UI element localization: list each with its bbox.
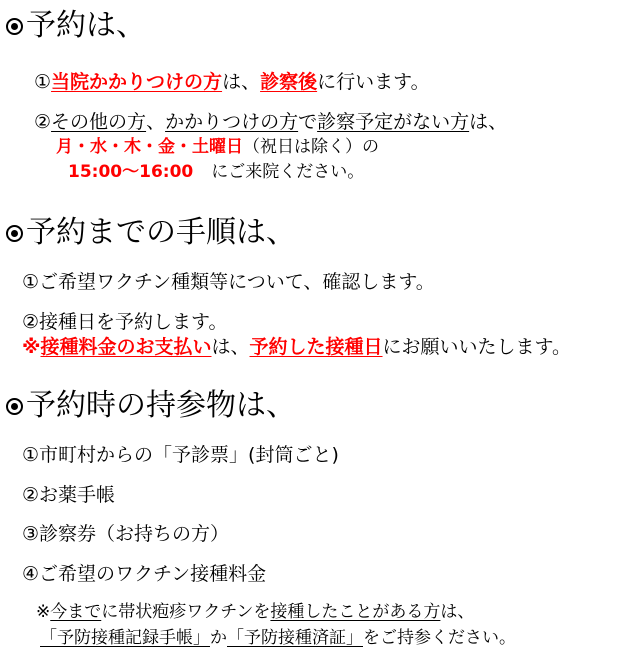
reservation-item-2	[34, 110, 507, 134]
emphasis-days: 月・水・木・金・土曜日	[56, 137, 243, 157]
reservation-item-1	[34, 70, 430, 94]
heading-text: 予約は、	[26, 8, 146, 43]
text: （祝日は除く）の	[243, 137, 379, 157]
section-heading-procedure	[6, 215, 296, 251]
circle-bullet-icon	[6, 398, 23, 415]
text: にお願いいたします。	[382, 336, 572, 358]
procedure-item-1: ①ご希望ワクチン種類等について、確認します。	[22, 271, 435, 293]
underlined-text: 接種したことがある方	[270, 602, 441, 622]
item-number: ②	[34, 111, 52, 133]
text: は、	[469, 111, 508, 133]
text: にご来院ください。	[211, 162, 365, 182]
text: は、	[222, 71, 261, 93]
reservation-time-line	[68, 160, 364, 184]
text: をご持参ください。	[363, 628, 516, 648]
underlined-text: 「予防接種記録手帳」	[40, 628, 210, 648]
emphasis-after-exam: 診察後	[260, 71, 318, 93]
underlined-text: 「予防接種済証」	[227, 628, 363, 648]
bring-item-1: ①市町村からの「予診票」(封筒ごと)	[22, 444, 339, 466]
procedure-note	[22, 335, 571, 359]
underlined-text: 今まで	[50, 602, 102, 622]
section-heading-reservation	[6, 8, 146, 44]
note-mark: ※	[22, 336, 41, 358]
text: か	[210, 628, 227, 648]
bring-note-line-1	[36, 600, 474, 624]
circle-bullet-icon	[6, 225, 23, 242]
text: 、	[146, 111, 166, 133]
underlined-text: かかりつけの方	[165, 111, 299, 133]
item-number: ①	[34, 71, 52, 93]
emphasis-regular-patient: 当院かかりつけの方	[51, 71, 223, 93]
text: は、	[440, 602, 475, 622]
text: で	[298, 111, 318, 133]
emphasis-reserved-date: 予約した接種日	[249, 336, 383, 358]
bring-item-2: ②お薬手帳	[22, 484, 116, 506]
section-heading-items-to-bring	[6, 388, 296, 424]
bring-item-3: ③診察券（お持ちの方）	[22, 523, 230, 545]
heading-text: 予約時の持参物は、	[26, 388, 296, 423]
note-mark: ※	[36, 602, 51, 622]
text: は、	[211, 336, 250, 358]
procedure-item-2: ②接種日を予約します。	[22, 311, 228, 333]
bring-note-line-2	[40, 626, 516, 650]
bring-item-4: ④ご希望のワクチン接種料金	[22, 563, 267, 585]
circle-bullet-icon	[6, 18, 23, 35]
emphasis-payment: 接種料金のお支払い	[40, 336, 212, 358]
underlined-text: 診察予定がない方	[317, 111, 470, 133]
text: に行います。	[317, 71, 430, 93]
heading-text: 予約までの手順は、	[26, 215, 296, 250]
underlined-text: その他の方	[51, 111, 147, 133]
emphasis-time: 15:00～16:00	[68, 162, 194, 182]
reservation-days-line	[56, 135, 379, 159]
text: に帯状疱疹ワクチンを	[101, 602, 271, 622]
